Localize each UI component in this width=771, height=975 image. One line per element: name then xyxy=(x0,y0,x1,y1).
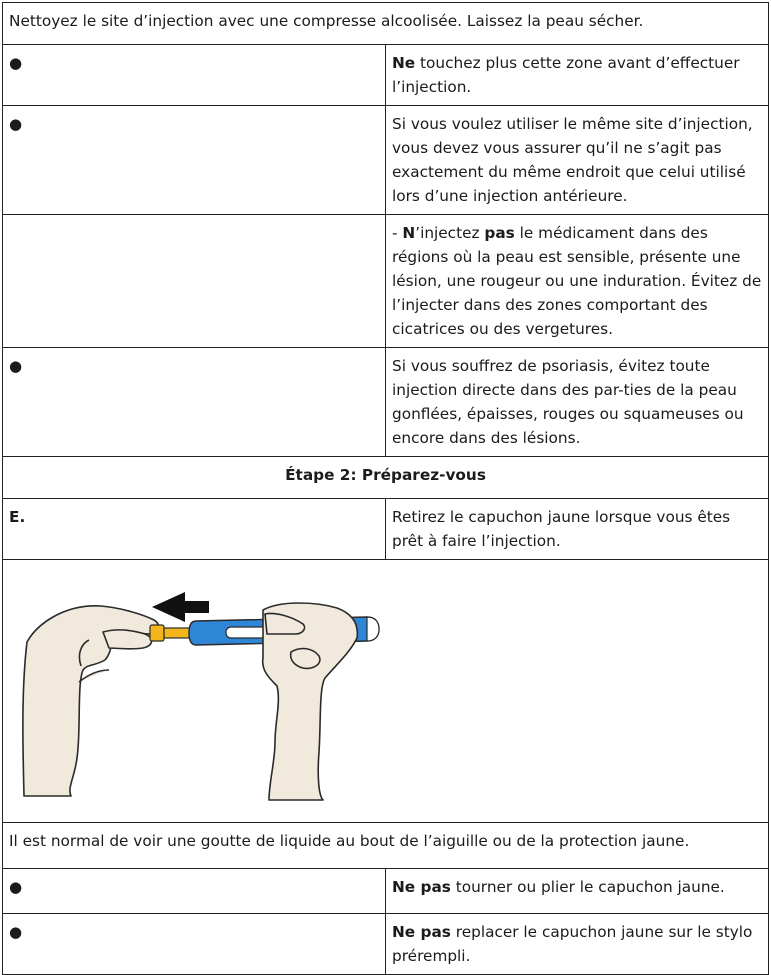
bullet-marker: ● xyxy=(9,878,23,896)
arrow-left-icon xyxy=(152,592,209,622)
bullet-marker: ● xyxy=(9,54,23,72)
plain-text: replacer le capuchon jaune sur le stylo prérempli. xyxy=(392,923,753,965)
table-row xyxy=(3,457,769,499)
table-cell xyxy=(3,3,769,45)
table-cell xyxy=(3,348,386,457)
right-hand-icon xyxy=(263,603,358,800)
table-cell xyxy=(386,914,769,975)
normal-drop-text: Il est normal de voir une goutte de liquide au bout de l’aiguille ou de la protection jaune. xyxy=(9,832,690,850)
illustration-cell xyxy=(3,560,769,823)
table-cell xyxy=(3,457,769,499)
table-row xyxy=(3,45,769,106)
psoriasis-text: Si vous souffrez de psoriasis, évitez toute injection directe dans des par-ties de la peau gonflées, épaisses, rouges ou squameuses ou encore dans des lésions. xyxy=(392,357,744,447)
bold-text: pas xyxy=(484,224,515,242)
bullet-marker: ● xyxy=(9,923,23,941)
no-twist-text xyxy=(392,869,762,905)
table-cell xyxy=(3,499,386,560)
table-cell xyxy=(386,499,769,560)
bullet-marker: ● xyxy=(9,357,23,375)
plain-text: - xyxy=(392,224,403,242)
yellow-cap-icon xyxy=(150,625,190,641)
bold-text: Ne xyxy=(392,54,416,72)
table-cell xyxy=(3,914,386,975)
table-row xyxy=(3,106,769,215)
table-cell xyxy=(3,45,386,106)
avoid-regions-text xyxy=(392,215,762,347)
no-recap-text xyxy=(392,914,762,974)
bold-text: Ne pas xyxy=(392,878,451,896)
table-row xyxy=(3,869,769,914)
table-cell xyxy=(386,215,769,348)
plain-text: le médicament dans des régions où la peau est sensible, présente une lésion, une rougeur ou une induration. Évitez de l’injecter dans des zones comportant des cicatrices ou des vergetures. xyxy=(392,224,762,338)
left-hand-icon xyxy=(23,606,158,796)
plain-text: tourner ou plier le capuchon jaune. xyxy=(450,878,725,896)
step-letter: E. xyxy=(9,508,26,526)
pen-cap-removal-illustration xyxy=(19,582,389,810)
table-cell xyxy=(3,823,769,869)
remove-cap-text: Retirez le capuchon jaune lorsque vous êtes prêt à faire l’injection. xyxy=(392,508,731,550)
table-cell xyxy=(386,348,769,457)
bold-text: Ne pas xyxy=(392,923,451,941)
table-row xyxy=(3,823,769,869)
plain-text: touchez plus cette zone avant d’effectuer l’injection. xyxy=(392,54,740,96)
table-row xyxy=(3,499,769,560)
instruction-table xyxy=(2,2,769,975)
table-cell xyxy=(3,106,386,215)
table-row xyxy=(3,560,769,823)
same-site-text: Si vous voulez utiliser le même site d’injection, vous devez vous assurer qu’il ne s’agit pas exactement du même endroit que celui utilisé lors d’une injection antérieure. xyxy=(392,115,753,205)
clean-site-text: Nettoyez le site d’injection avec une compresse alcoolisée. Laissez la peau sécher. xyxy=(9,12,644,30)
table-cell xyxy=(386,869,769,914)
table-cell xyxy=(3,869,386,914)
table-row xyxy=(3,215,769,348)
step-heading: Étape 2: Préparez-vous xyxy=(285,466,486,484)
table-cell xyxy=(386,45,769,106)
bold-text: N xyxy=(402,224,416,242)
table-row xyxy=(3,348,769,457)
bullet-marker: ● xyxy=(9,115,23,133)
plain-text: ’injectez xyxy=(415,224,485,242)
table-row xyxy=(3,3,769,45)
table-cell xyxy=(386,106,769,215)
do-not-touch-text xyxy=(392,45,762,105)
table-row xyxy=(3,914,769,975)
table-cell xyxy=(3,215,386,348)
